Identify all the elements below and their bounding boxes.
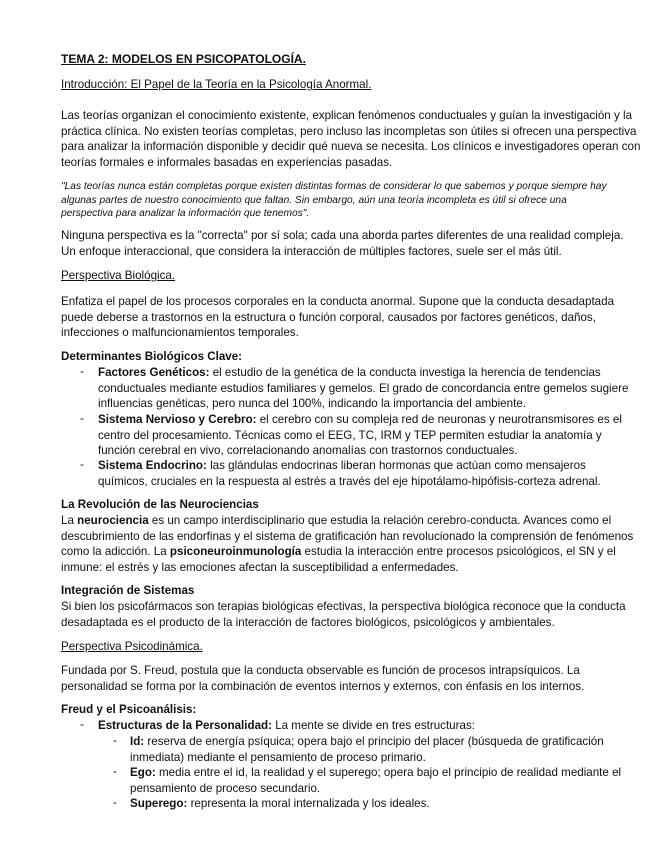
neuroscience-heading: La Revolución de las Neurociencias (61, 498, 259, 511)
list-item-superego (130, 796, 635, 812)
text-run: es un campo interdisciplinario que estudia la relación cerebro-conducta. Avances como el descubrimiento de las endorfinas y el sistema de gratificación han revolucionado la comprensión de fenómenos como la adicción. La (61, 514, 634, 559)
freud-heading: Freud y el Psicoanálisis: (61, 703, 197, 716)
intro-heading: Introducción: El Papel de la Teoría en la Psicología Anormal. (61, 78, 372, 91)
page-title: TEMA 2: MODELOS EN PSICOPATOLOGÍA. (61, 52, 306, 66)
list-dash: - (80, 718, 84, 731)
bold-term: neurociencia (77, 514, 149, 527)
theory-quote: "Las teorías nunca están completas porque existen distintas formas de considerar lo que sabemos y porque siempre hay algunas partes de nuestro conocimiento que faltan. Sin embargo, aún una teoría incompleta es útil si ofrece una perspectiva para analizar la información que tenemos". (61, 181, 607, 220)
list-item-endocrine (98, 458, 638, 489)
list-item-genetic (98, 365, 638, 412)
neuroscience-paragraph (61, 513, 641, 575)
list-item-text: La mente se divide en tres estructuras: (271, 719, 475, 732)
list-dash: - (113, 796, 117, 809)
list-item-text: reserva de energía psíquica; opera bajo el principio del placer (búsqueda de gratificación inmediata) mediante el pensamiento de proceso primario. (130, 735, 604, 764)
list-item-term: Sistema Nervioso y Cerebro: (98, 413, 257, 426)
list-item-term: Superego: (130, 797, 188, 810)
psychodynamic-heading: Perspectiva Psicodinámica. (61, 640, 203, 653)
list-item-term: Estructuras de la Personalidad: (98, 719, 272, 732)
list-item-text: el estudio de la genética de la conducta investiga la herencia de tendencias conductuales mediante estudios familiares y gemelos. El grado de concordancia entre gemelos sugiere influencias genéticas, pero nunca del 100%, indicando la importancia del ambiente. (98, 366, 629, 411)
list-item-ego (130, 765, 635, 796)
list-dash: - (80, 365, 84, 378)
list-item-term: Sistema Endocrino: (98, 459, 207, 472)
biological-paragraph: Enfatiza el papel de los procesos corporales en la conducta anormal. Supone que la conducta desadaptada puede deberse a trastornos en la estructura o función corporal, causados por factores genéticos, daños, infecciones o malfuncionamientos temporales. (61, 295, 615, 340)
psychodynamic-paragraph: Fundada por S. Freud, postula que la conducta observable es función de procesos intrapsíquicos. La personalidad se forma por la combinación de eventos internos y externos, con énfasis en los internos. (61, 664, 585, 693)
text-run: La (61, 514, 78, 527)
list-dash: - (113, 734, 117, 747)
list-dash: - (80, 458, 84, 471)
integration-heading: Integración de Sistemas (61, 584, 195, 597)
list-item-id (130, 734, 635, 765)
biological-heading: Perspectiva Biológica. (61, 269, 176, 282)
list-item-text: representa la moral internalizada y los ideales. (187, 797, 430, 810)
integration-paragraph: Si bien los psicofármacos son terapias biológicas efectivas, la perspectiva biológica reconoce que la conducta desadaptada es el producto de la interacción de factores biológicos, psicológicos y ambientales. (61, 600, 626, 629)
list-item-text: media entre el id, la realidad y el superego; opera bajo el principio de realidad mediante el pensamiento de proceso secundario. (130, 766, 622, 795)
list-dash: - (80, 412, 84, 425)
list-item-term: Factores Genéticos: (98, 366, 210, 379)
list-item-nervous-system (98, 412, 638, 459)
perspective-paragraph: Ninguna perspectiva es la "correcta" por sí sola; cada una aborda partes diferentes de una realidad compleja. Un enfoque interaccional, que considera la interacción de múltiples factores, suele ser el más útil. (61, 229, 624, 258)
list-item-structures (98, 718, 638, 734)
list-dash: - (113, 765, 117, 778)
determinants-heading: Determinantes Biológicos Clave: (61, 350, 243, 363)
list-item-term: Ego: (130, 766, 156, 779)
text-run: estudia la interacción entre procesos psicológicos, el SN y el inmune: el estrés y las emociones afectan la susceptibilidad a enfermedades. (61, 545, 616, 574)
bold-term: psiconeuroinmunología (169, 545, 302, 559)
intro-paragraph: Las teorías organizan el conocimiento existente, explican fenómenos conductuales y guían la investigación y la práctica clínica. No existen teorías completas, pero incluso las incompletas son útiles si ofrecen una perspectiva para analizar la información disponible y decidir qué nueva se necesita. Los clínicos e investigadores operan con teorías formales e informales basadas en experiencias pasadas. (61, 109, 641, 169)
list-item-text: las glándulas endocrinas liberan hormonas que actúan como mensajeros químicos, cruciales en la respuesta al estrés a través del eje hipotálamo-hipófisis-corteza adrenal. (98, 459, 601, 488)
list-item-term: Id: (130, 735, 145, 748)
list-item-text: el cerebro con su compleja red de neuronas y neurotransmisores es el centro del procesamiento. Técnicas como el EEG, TC, IRM y TEP permiten estudiar la anatomía y función cerebral en vivo, correlacionando anomalías con trastornos conductuales. (98, 413, 622, 458)
